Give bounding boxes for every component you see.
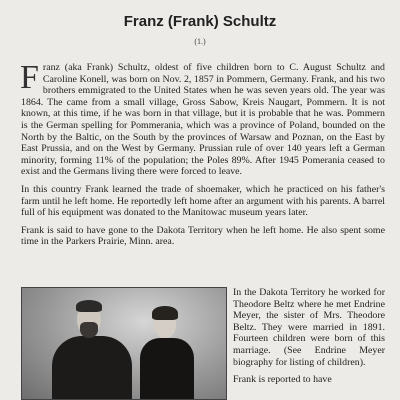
portrait-photo [21, 287, 227, 400]
side-text-column [233, 287, 385, 392]
woman-hair [152, 306, 178, 320]
paragraph: In the Dakota Territory he worked for Theodore Beltz where he met Endrine Meyer, the sister of Mrs. Theodore Beltz. They were married in 1891. Fourteen children were born of this marriage. (See Endrine Meyer biography for listing of children). [233, 287, 385, 368]
page-number: (1.) [194, 37, 206, 46]
drop-cap-letter: F [20, 59, 39, 96]
paragraph: Frank is said to have gone to the Dakota Territory when he left home. He also spent some time in the Parkers Prairie, Minn. area. [21, 224, 385, 248]
biography-text [20, 59, 385, 254]
paragraph-text: ranz (aka Frank) Schultz, oldest of five children born to C. August Schultz and Caroline Konell, was born on Nov. 2, 1857 in Pommern, Germany. Frank, and his two brothers emmigrated to the United States when he was seven years old. The year was 1864. The came from a small village, Gross Sabow, Kreis Naugart, Pommern. It is not known, at this time, if he was born in that village, but it is probable that he was. Pommern is the German spelling for Pommerania, which was a province of Poland, bounded on the North by the Baltic, on the South by the provinces of Warsaw and Poznan, on the East by East Prussia, and on the West by Germany. Prussian rule of over 140 years left a German minority, forming 11% of the population; the Poles 89%. After 1945 Pomerania ceased to exist and the Germans living there were forced to leave. [21, 62, 385, 178]
paragraph: Frank is reported to have [233, 374, 332, 386]
woman-figure [140, 338, 194, 400]
paragraph [20, 59, 385, 178]
page-title: Franz (Frank) Schultz [123, 13, 277, 30]
man-figure [52, 336, 132, 400]
man-beard [80, 322, 98, 338]
man-hair [76, 300, 102, 312]
paragraph: In this country Frank learned the trade of shoemaker, which he practiced on his father's farm until he left home. He reportedly left home after an argument with his parents. A barrel full of his equipment was donated to the Manitowac museum years later. [21, 183, 385, 219]
